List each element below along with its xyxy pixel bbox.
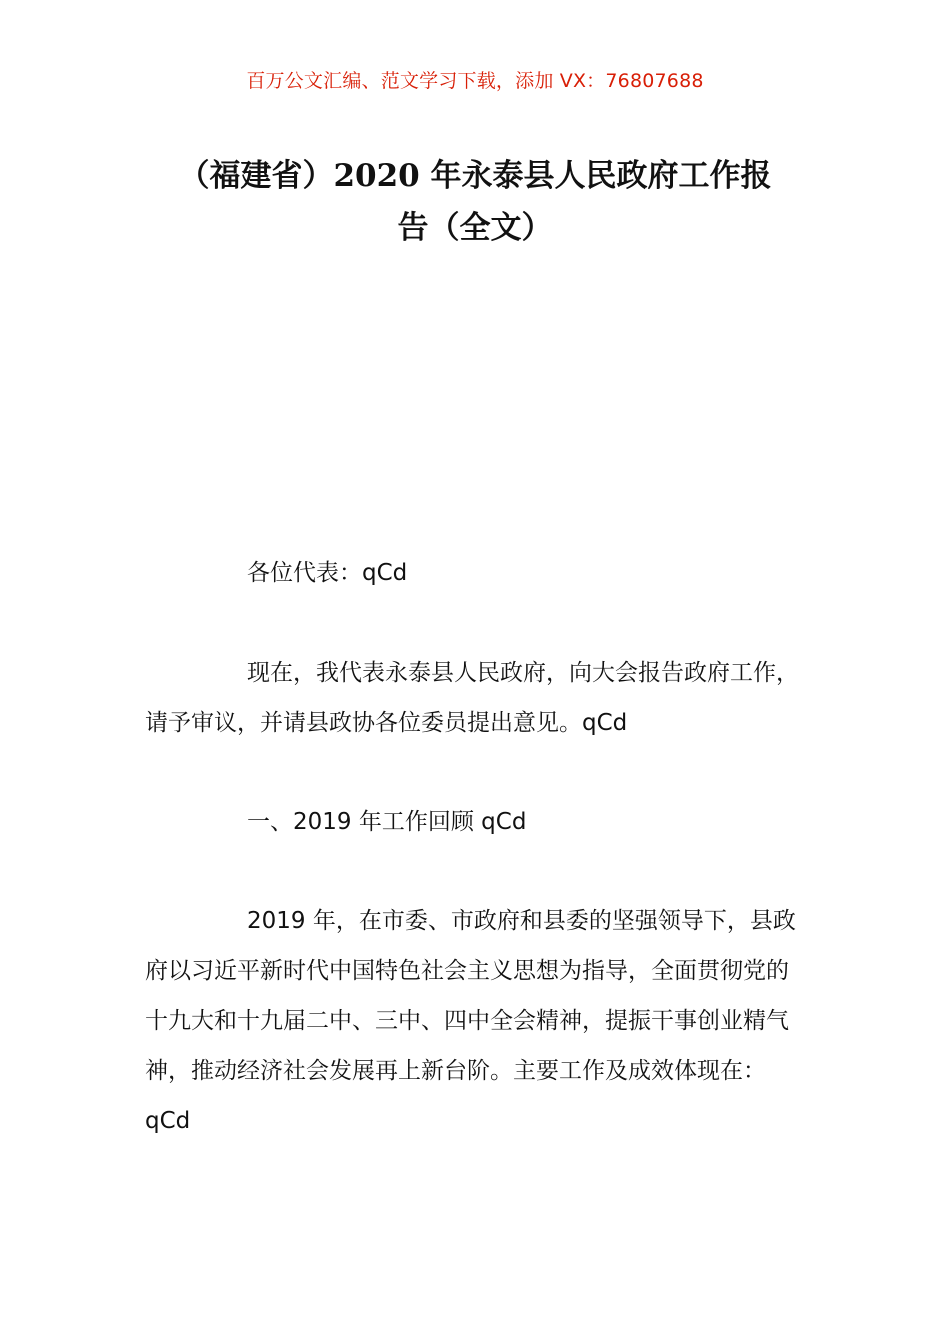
document-title-line-1: （福建省）2020 年永泰县人民政府工作报 <box>178 158 772 194</box>
salutation-text: 各位代表：qCd <box>247 560 408 586</box>
intro-text: 现在，我代表永泰县人民政府，向大会报告政府工作，请予审议，并请县政协各位委员提出意见。qCd <box>145 660 799 736</box>
intro-paragraph <box>145 648 810 748</box>
review-paragraph <box>145 896 810 1146</box>
review-text: 2019 年，在市委、市政府和县委的坚强领导下，县政府以习近平新时代中国特色社会主义思想为指导，全面贯彻党的十九大和十九届二中、三中、四中全会精神，提振干事创业精气神，推动经济社会发展再上新台阶。主要工作及成效体现在：qCd <box>145 908 796 1134</box>
section-heading-text: 一、2019 年工作回顾 qCd <box>247 809 527 835</box>
salutation-paragraph <box>145 548 810 598</box>
document-title-line-2: 告（全文） <box>397 210 553 246</box>
document-title <box>140 150 810 254</box>
section-heading <box>145 797 810 847</box>
header-banner: 百万公文汇编、范文学习下载，添加 VX：76807688 <box>246 70 704 92</box>
